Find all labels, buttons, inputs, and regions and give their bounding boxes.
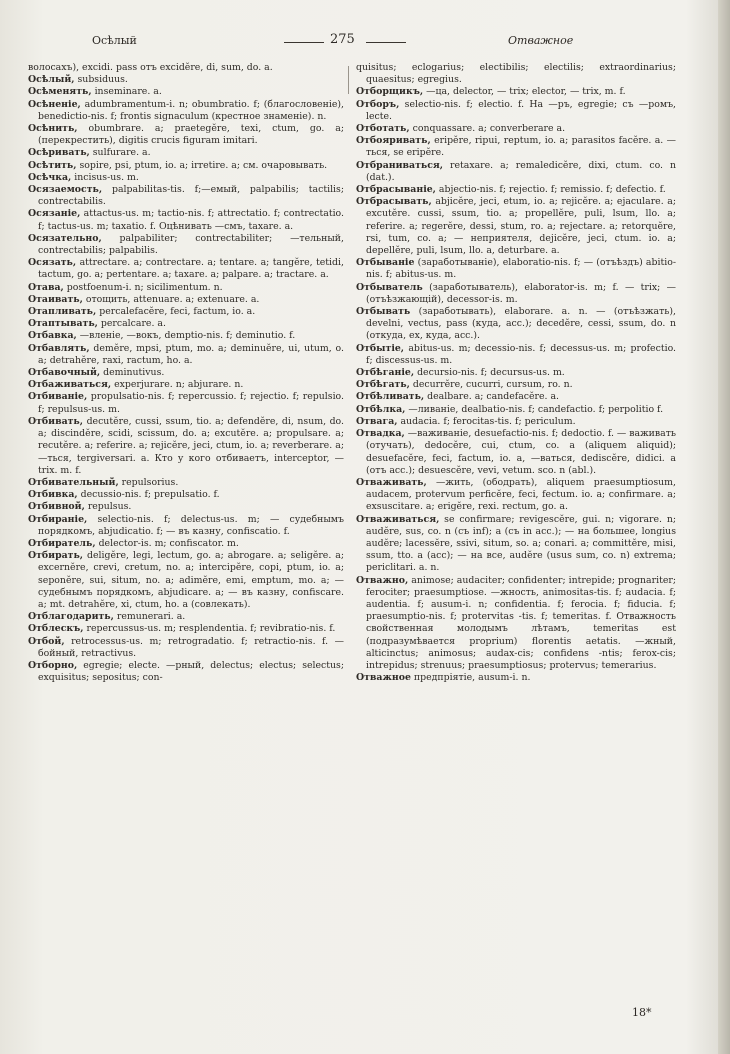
dictionary-entry [28, 416, 344, 477]
dictionary-entry [28, 489, 344, 501]
entry-headword: Отбавлять, [28, 342, 90, 354]
entry-headword: Отважное [356, 672, 411, 684]
entry-definition: attactus-us. m; tactio-nis. f; attrectatio. f; contrectatio. f; tactus-us. m; taxatio. f. Оцѣнивать —смъ, taxare. a. [38, 208, 344, 232]
entry-definition: decussio-nis. f; prepulsatio. f. [77, 489, 220, 501]
entry-headword: Осѣчка, [28, 171, 72, 183]
dictionary-entry [28, 74, 344, 86]
entry-definition: selectio-nis. f; electio. f. На —ръ, egregie; съ —ромъ, lecte. [366, 98, 676, 122]
dictionary-entry [28, 379, 344, 391]
entry-headword: Отава, [28, 281, 64, 293]
dictionary-entry [28, 123, 344, 147]
dictionary-entry [356, 343, 676, 367]
entry-definition: —ца, delector, — trix; elector, — trix, m. f. [423, 86, 626, 98]
right-column [356, 62, 676, 684]
dictionary-entry [356, 367, 676, 379]
dictionary-entry [28, 282, 344, 294]
dictionary-entry [356, 575, 676, 673]
entry-headword: Отаивать, [28, 293, 83, 305]
entry-headword: Отваживаться, [356, 513, 440, 525]
entry-definition: animose; audaciter; confidenter; intrepide; prognariter; ferociter; praesumptiose. —жность, animositas-tis. f; audacia. f; audentia. f; ausum-i. n; confidentia. f; ferocia. f; fiducia. f; praesumptio-nis. f; protervitas -tis. f; temeritas. f. Отважность свойственная молодымъ лѣтамъ, temeritas est (подразумѣвается proprium) florentis aetatis. —жный, alticinctus; animosus; audax-cis; confidens -ntis; ferox-cis; intrepidus; strenuus; praesumptiosus; protervus; temerarius. [366, 574, 676, 671]
dictionary-entry [28, 306, 344, 318]
entry-headword: Отбѣлка, [356, 403, 406, 415]
entry-headword: Отвадка, [356, 428, 405, 440]
entry-headword: Отбиратель, [28, 537, 96, 549]
dictionary-entry [28, 623, 344, 635]
entry-headword: Отбыватель [356, 281, 423, 293]
entry-headword: Отбрасывать, [356, 196, 432, 208]
dictionary-entry [28, 208, 344, 232]
entry-headword: Отвага, [356, 415, 398, 427]
entry-definition: selectio-nis. f; delectus-us. m; — судебнымъ порядкомъ, abjudicatio. f; — въ казну, confiscatio. f. [38, 513, 344, 537]
dictionary-entry [28, 172, 344, 184]
dictionary-entry [356, 135, 676, 159]
entry-headword: Отважно, [356, 574, 409, 586]
dictionary-entry [28, 257, 344, 281]
entry-definition: decursio-nis. f; decursus-us. m. [414, 367, 565, 379]
entry-headword: Осѣривать, [28, 147, 90, 159]
entry-headword: Отблескъ, [28, 623, 84, 635]
dictionary-entry [28, 660, 344, 684]
dictionary-entry [356, 306, 676, 343]
entry-headword: Отбѣгать, [356, 379, 410, 391]
dictionary-entry [356, 257, 676, 281]
signature-mark: 18* [632, 1006, 652, 1019]
running-header [30, 34, 690, 54]
entry-definition: repulsus. [84, 501, 132, 513]
header-right-word: Отважное [508, 34, 574, 47]
entry-definition: palpabilitas-tis. f;—емый, palpabilis; tactilis; contrectabilis. [38, 184, 344, 208]
entry-definition: dealbare. a; candefacĕre. a. [424, 391, 560, 403]
entry-headword: Отаптывать, [28, 318, 98, 330]
entry-definition: —важиваніе, desuefactio-nis. f; dedoctio. f. — важивать (отучать), dedocĕre, cui, ctum, co. a (aliquem aliquid); desuefacĕre, feci, factum, io. a, —ваться, dediscĕre, didici. a (отъ acc.); desuescĕre, vevi, vetum. sco. n (abl.). [366, 428, 676, 476]
page-edge-shadow [718, 0, 730, 1054]
dictionary-entry [356, 404, 676, 416]
left-column [28, 62, 344, 684]
dictionary-entry [28, 99, 344, 123]
entry-definition: repulsorius. [118, 476, 179, 488]
dictionary-entry [356, 99, 676, 123]
dictionary-entry [28, 330, 344, 342]
entry-headword: Отботать, [356, 123, 410, 135]
dictionary-entry [28, 636, 344, 660]
dictionary-entry [28, 477, 344, 489]
entry-definition: repercussus-us. m; resplendentia. f; revibratio-nis. f. [83, 623, 336, 635]
header-rule-right [366, 42, 406, 43]
dictionary-entry [28, 391, 344, 415]
entry-definition: retrocessus-us. m; retrogradatio. f; retractio-nis. f. —бойный, retractivus. [38, 635, 344, 659]
entry-headword: Отблагодарить, [28, 611, 114, 623]
entry-definition: sulfurare. a. [89, 147, 151, 159]
entry-definition: subsiduus. [74, 74, 128, 86]
entry-definition: decurrĕre, cucurri, cursum, ro. n. [409, 379, 573, 391]
entry-definition: —ливаніе, dealbatio-nis. f; candefactio. f; perpolitio f. [405, 403, 664, 415]
column-divider [348, 66, 349, 94]
entry-headword: Отбавка, [28, 330, 77, 342]
entry-definition: deligĕre, legi, lectum, go. a; abrogare. a; seligĕre. a; excernĕre, crevi, cretum, no. a; intercipĕre, copi, ptum, io. a; seponĕre, sui, situm, no. a; adimĕre, emi, emptum, mo. a; — судебнымъ порядкомъ, abjudicare. a; — въ казну, confiscare. a; mt. detrahĕre, xi, ctum, ho. a (совлекать). [38, 550, 344, 610]
page-number: 275 [330, 32, 355, 47]
entry-headword: Отбаживаться, [28, 379, 112, 391]
entry-definition: egregie; electe. —рный, delectus; electus; selectus; exquisitus; sepositus; con- [38, 659, 344, 684]
entry-definition: decutĕre, cussi, ssum, tio. a; defendĕre, di, nsum, do. a; discindĕre, scidi, scissum, do. a; excutĕre. a; propulsare. a; recutĕre. a; referire. a; rejicĕre, jeci, ctum, io. a; reverberare. a; —ться, tergiversari. a. Кто у кого отбиваетъ, interceptor, — trix. m. f. [38, 415, 344, 476]
entry-headword: Осязаемость, [28, 184, 103, 196]
dictionary-entry [356, 416, 676, 428]
dictionary-entry [356, 282, 676, 306]
entry-headword: Отбывать [356, 306, 411, 318]
dictionary-entry [356, 428, 676, 477]
entry-definition: delector-is. m; confiscator. m. [95, 537, 239, 549]
entry-headword: Отбѣливать, [356, 391, 425, 403]
entry-definition: incisus-us. m. [71, 171, 139, 183]
dictionary-entry [356, 86, 676, 98]
entry-definition: отощить, attenuare. a; extenuare. a. [82, 293, 260, 305]
entry-headword: Осязаніе, [28, 208, 81, 220]
entry-headword: Отбытіе, [356, 342, 405, 354]
dictionary-entry [28, 611, 344, 623]
entry-definition: experjurare. n; abjurare. n. [111, 379, 244, 391]
header-left-word: Осѣлый [92, 34, 137, 47]
entry-definition: attrectare. a; contrectare. a; tentare. a; tangĕre, tetidi, tactum, go. a; pertentare. a; taxare. a; palpare. a; tractare. a. [38, 257, 344, 281]
dictionary-entry [28, 147, 344, 159]
dictionary-entry [356, 62, 676, 86]
header-rule-left [284, 42, 324, 43]
dictionary-entry [356, 184, 676, 196]
entry-headword: Отборщикъ, [356, 86, 424, 98]
entry-definition: percalefacĕre, feci, factum, io. a. [96, 306, 256, 318]
dictionary-entry [28, 233, 344, 257]
entry-headword: Осѣнить, [28, 123, 78, 135]
entry-definition: adumbramentum-i. n; obumbratio. f; (благословеніе), benedictio-nis. f; frontis signaculum (крестное знаменіе). n. [38, 98, 344, 122]
entry-headword: Отбрасываніе, [356, 184, 436, 196]
entry-definition: sopire, psi, ptum, io. a; irretire. a; см. очаровывать. [76, 159, 328, 171]
entry-headword: Отбивательный, [28, 476, 119, 488]
dictionary-entry [356, 391, 676, 403]
dictionary-entry [28, 294, 344, 306]
entry-definition: audacia. f; ferocitas-tis. f; periculum. [397, 415, 576, 427]
entry-headword: Отбѣганіе, [356, 367, 415, 379]
entry-headword: Отбраниваться, [356, 159, 444, 171]
dictionary-entry [28, 367, 344, 379]
entry-definition: inseminare. a. [91, 86, 162, 98]
entry-definition: abjicĕre, jeci, etum, io. a; rejicĕre. a; ejaculare. a; excutĕre. cussi, ssum, tio. a; propellĕre, puli, lsum, llo. a; referire. a; regerĕre, dessi, stum, ro. a; rejectare. a; retorquĕre, rsi, tum, co. a; — неприятеля, dejicĕre, jeci, ctum. io. a; depellĕre, puli, lsum, llo. a, deturbare. a. [366, 196, 676, 257]
entry-headword: Отборно, [28, 659, 78, 671]
entry-headword: Отбираніе, [28, 513, 88, 525]
entry-definition: —вленіе, —вокъ, demptio-nis. f; deminutio. f. [76, 330, 296, 342]
dictionary-entry [356, 123, 676, 135]
entry-definition: quisitus; eclogarius; electibilis; electilis; extraordinarius; quaesitus; egregius. [356, 62, 676, 86]
entry-definition: (заработываніе), elaboratio-nis. f; — (отъѣздъ) abitio-nis. f; abitus-us. m. [366, 257, 676, 281]
dictionary-entry [28, 501, 344, 513]
dictionary-entry [28, 343, 344, 367]
entry-definition: предпріятіе, ausum-i. n. [410, 672, 531, 684]
dictionary-entry [28, 550, 344, 611]
dictionary-entry [28, 160, 344, 172]
entry-headword: Отбояривать, [356, 135, 431, 147]
dictionary-entry [28, 514, 344, 538]
entry-definition: abitus-us. m; decessio-nis. f; decessus-us. m; profectio. f; discessus-us. m. [366, 342, 676, 366]
dictionary-entry [28, 62, 344, 74]
dictionary-entry [356, 672, 676, 684]
entry-headword: Отваживать, [356, 476, 427, 488]
entry-definition: palpabiliter; contrectabiliter; —тельный, contrectabilis; palpabilis. [38, 232, 344, 257]
dictionary-entry [356, 514, 676, 575]
entry-headword: Отапливать, [28, 306, 97, 318]
dictionary-entry [356, 196, 676, 257]
entry-headword: Осѣненіе, [28, 98, 81, 110]
entry-definition: postfoenum-i. n; sicilimentum. n. [63, 281, 223, 293]
dictionary-entry [28, 184, 344, 208]
entry-definition: se confirmare; revigescĕre, gui. n; vigorare. n; audĕre, sus, co. n (съ inf); a (съ in acc.); — на большее, longius audĕre; lacessĕre, ssivi, situm, so. a; conari. a; committĕre, misi, ssum, tto. a (acc); — на все, audĕre (usus sum, co. n) extrema; periclitari. a. n. [366, 513, 676, 574]
entry-headword: Отбирать, [28, 550, 84, 562]
entry-headword: Отбой, [28, 635, 65, 647]
entry-headword: Отбавочный, [28, 367, 101, 379]
entry-headword: Отбиваніе, [28, 391, 88, 403]
entry-headword: Осязать, [28, 257, 77, 269]
dictionary-entry [356, 379, 676, 391]
entry-definition: demĕre, mpsi, ptum, mo. a; deminuĕre, ui, utum, o. a; detrahĕre, raxi, ractum, ho. a. [38, 342, 344, 366]
entry-definition: —жить, (ободрать), aliquem praesumptiosum, audacem, protervum perficĕre, feci, fectum. io. a; confirmare. a; exsuscitare. a; erigĕre, rexi. rectum, go. a. [366, 476, 676, 513]
entry-definition: deminutivus. [100, 367, 165, 379]
entry-definition: percalcare. a. [97, 318, 166, 330]
dictionary-entry [28, 538, 344, 550]
entry-definition: abjectio-nis. f; rejectio. f; remissio. f; defectio. f. [435, 184, 666, 196]
dictionary-entry [356, 477, 676, 514]
entry-headword: Осязательно, [28, 232, 102, 244]
entry-headword: Отборъ, [356, 98, 400, 110]
entry-definition: propulsatio-nis. f; repercussio. f; rejectio. f; repulsio. f; repulsus-us. m. [38, 391, 344, 415]
entry-headword: Осѣлый, [28, 74, 75, 86]
entry-definition: obumbrare. a; praetegĕre, texi, ctum, go. a; (перекрестить), digitis crucis figuram imitari. [38, 123, 344, 147]
entry-definition: conquassare. a; converberare a. [409, 123, 566, 135]
entry-definition: (заработывать), elaborare. a. n. — (отъѣзжать), develni, vectus, pass (куда, acc.); decedĕre, cessi, ssum, do. n (откуда, ex, куда, acc.). [366, 306, 676, 342]
dictionary-entry [28, 86, 344, 98]
entry-definition: волосахъ), excidi. pass отъ excidĕre, di, sum, do. a. [28, 62, 273, 73]
dictionary-entry [28, 318, 344, 330]
entry-headword: Осѣтить, [28, 159, 77, 171]
entry-headword: Отбываніе [356, 257, 415, 269]
dictionary-entry [356, 160, 676, 184]
entry-definition: retaxare. a; remaledicĕre, dixi, ctum. co. n (dat.). [366, 159, 676, 183]
entry-headword: Отбивной, [28, 501, 85, 513]
entry-headword: Отбивать, [28, 415, 84, 427]
entry-definition: (заработыватель), elaborator-is. m; f. — trix; — (отъѣзжающій), decessor-is. m. [366, 281, 676, 305]
entry-headword: Осѣменять, [28, 86, 92, 98]
entry-definition: remunerari. a. [113, 611, 186, 623]
entry-definition: eripĕre, ripui, reptum, io. a; parasitos facĕre. a. —ться, se eripĕre. [366, 135, 676, 159]
entry-headword: Отбивка, [28, 489, 78, 501]
